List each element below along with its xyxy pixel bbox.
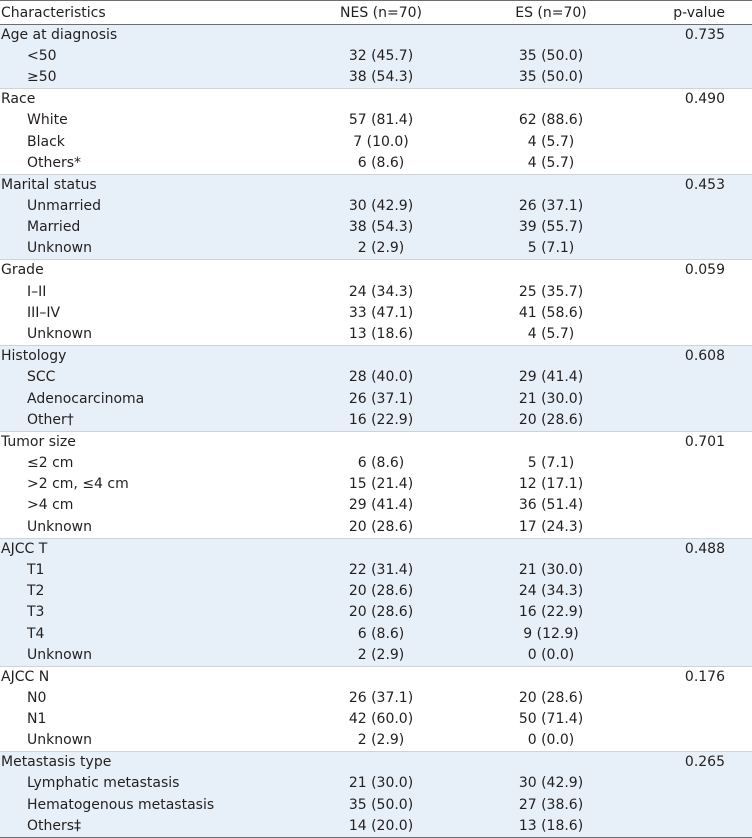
es-value: 20 (28.6) bbox=[466, 410, 636, 432]
nes-value: 2 (2.9) bbox=[357, 732, 405, 749]
nes-value: 42 (60.0) bbox=[348, 711, 414, 728]
table-row bbox=[0, 581, 752, 602]
row-p-value bbox=[636, 495, 752, 516]
es-value: 16 (22.9) bbox=[466, 602, 636, 623]
table-row bbox=[0, 623, 752, 644]
table-row bbox=[0, 132, 752, 153]
table-row bbox=[0, 217, 752, 238]
group-label: Tumor size bbox=[0, 431, 296, 453]
table-row bbox=[0, 110, 752, 131]
row-label: >2 cm, ≤4 cm bbox=[27, 476, 129, 493]
table-row bbox=[0, 795, 752, 816]
row-p-value bbox=[636, 388, 752, 409]
table-row-group bbox=[0, 25, 752, 47]
row-p-value bbox=[636, 709, 752, 730]
nes-value: 24 (34.3) bbox=[348, 283, 414, 300]
row-p-value bbox=[636, 730, 752, 752]
nes-value: 20 (28.6) bbox=[296, 602, 466, 623]
row-label: >4 cm bbox=[27, 497, 74, 514]
row-label: III–IV bbox=[27, 304, 61, 321]
es-value: 36 (51.4) bbox=[518, 497, 584, 514]
row-label: Adenocarcinoma bbox=[0, 388, 296, 409]
nes-value: 29 (41.4) bbox=[348, 497, 414, 514]
es-value: 4 (5.7) bbox=[527, 154, 575, 171]
es-value: 62 (88.6) bbox=[518, 112, 584, 129]
table-row-group bbox=[0, 538, 752, 560]
row-label: ≤2 cm bbox=[27, 454, 74, 471]
group-p-value: 0.265 bbox=[636, 752, 752, 774]
row-p-value bbox=[636, 46, 752, 67]
nes-value: 26 (37.1) bbox=[348, 689, 414, 706]
row-label: T2 bbox=[0, 581, 296, 602]
nes-value: 22 (31.4) bbox=[296, 560, 466, 581]
nes-value: 14 (20.0) bbox=[296, 816, 466, 838]
row-label: Unknown bbox=[27, 732, 92, 749]
row-label: T4 bbox=[0, 623, 296, 644]
es-value: 24 (34.3) bbox=[466, 581, 636, 602]
row-label: N0 bbox=[27, 689, 47, 706]
row-label: Hematogenous metastasis bbox=[0, 795, 296, 816]
nes-value: 13 (18.6) bbox=[348, 326, 414, 343]
group-label: Grade bbox=[0, 260, 296, 282]
es-value: 20 (28.6) bbox=[518, 689, 584, 706]
table-row-group bbox=[0, 431, 752, 453]
group-label: AJCC T bbox=[0, 538, 296, 560]
group-p-value: 0.176 bbox=[636, 666, 752, 688]
es-value: 27 (38.6) bbox=[466, 795, 636, 816]
row-p-value bbox=[636, 560, 752, 581]
row-p-value bbox=[636, 816, 752, 838]
group-nes-cell bbox=[296, 260, 466, 282]
header-row bbox=[0, 1, 752, 25]
es-value: 12 (17.1) bbox=[518, 476, 584, 493]
group-label: AJCC N bbox=[0, 666, 296, 688]
row-p-value bbox=[636, 153, 752, 175]
table-row bbox=[0, 281, 752, 302]
es-value: 4 (5.7) bbox=[527, 326, 575, 343]
table-header bbox=[0, 1, 752, 25]
row-label: Others‡ bbox=[0, 816, 296, 838]
nes-value: 30 (42.9) bbox=[296, 196, 466, 217]
header-nes: NES (n=70) bbox=[296, 1, 466, 25]
group-p-value: 0.059 bbox=[636, 260, 752, 282]
header-characteristics: Characteristics bbox=[0, 1, 296, 25]
es-value: 21 (30.0) bbox=[466, 560, 636, 581]
row-p-value bbox=[636, 132, 752, 153]
table-row-group bbox=[0, 174, 752, 196]
table-row bbox=[0, 709, 752, 730]
table-row-group bbox=[0, 89, 752, 111]
row-p-value bbox=[636, 623, 752, 644]
row-label: <50 bbox=[0, 46, 296, 67]
es-value: 25 (35.7) bbox=[518, 283, 584, 300]
row-label: T3 bbox=[0, 602, 296, 623]
table-row bbox=[0, 474, 752, 495]
row-p-value bbox=[636, 581, 752, 602]
row-p-value bbox=[636, 217, 752, 238]
es-value: 35 (50.0) bbox=[466, 46, 636, 67]
nes-value: 21 (30.0) bbox=[296, 773, 466, 794]
row-label: SCC bbox=[0, 367, 296, 388]
table-row bbox=[0, 388, 752, 409]
group-label: Marital status bbox=[0, 174, 296, 196]
header-es: ES (n=70) bbox=[466, 1, 636, 25]
nes-value: 20 (28.6) bbox=[296, 581, 466, 602]
row-p-value bbox=[636, 517, 752, 539]
row-p-value bbox=[636, 410, 752, 432]
group-label: Metastasis type bbox=[0, 752, 296, 774]
row-p-value bbox=[636, 602, 752, 623]
row-label: White bbox=[27, 112, 68, 129]
table-row bbox=[0, 560, 752, 581]
table-row bbox=[0, 688, 752, 709]
row-p-value bbox=[636, 196, 752, 217]
table-row bbox=[0, 773, 752, 794]
nes-value: 35 (50.0) bbox=[296, 795, 466, 816]
row-label: Unknown bbox=[27, 326, 92, 343]
nes-value: 15 (21.4) bbox=[348, 476, 414, 493]
table-row-group bbox=[0, 752, 752, 774]
es-value: 17 (24.3) bbox=[518, 518, 584, 535]
group-es-cell bbox=[466, 538, 636, 560]
group-label: Histology bbox=[0, 346, 296, 368]
row-p-value bbox=[636, 303, 752, 324]
table-row bbox=[0, 495, 752, 516]
row-p-value bbox=[636, 773, 752, 794]
row-label: N1 bbox=[27, 711, 47, 728]
group-es-cell bbox=[466, 346, 636, 368]
nes-value: 2 (2.9) bbox=[296, 645, 466, 667]
row-label: Unknown bbox=[27, 518, 92, 535]
table-row bbox=[0, 367, 752, 388]
row-p-value bbox=[636, 281, 752, 302]
group-nes-cell bbox=[296, 346, 466, 368]
es-value: 5 (7.1) bbox=[527, 454, 575, 471]
row-p-value bbox=[636, 67, 752, 89]
nes-value: 20 (28.6) bbox=[348, 518, 414, 535]
es-value: 35 (50.0) bbox=[466, 67, 636, 89]
nes-value: 16 (22.9) bbox=[296, 410, 466, 432]
row-p-value bbox=[636, 367, 752, 388]
es-value: 21 (30.0) bbox=[466, 388, 636, 409]
nes-value: 6 (8.6) bbox=[296, 623, 466, 644]
group-p-value: 0.608 bbox=[636, 346, 752, 368]
row-label: I–II bbox=[27, 283, 47, 300]
group-nes-cell bbox=[296, 666, 466, 688]
group-es-cell bbox=[466, 752, 636, 774]
row-label: ≥50 bbox=[0, 67, 296, 89]
group-p-value: 0.701 bbox=[636, 431, 752, 453]
group-p-value: 0.490 bbox=[636, 89, 752, 111]
nes-value: 38 (54.3) bbox=[296, 67, 466, 89]
nes-value: 32 (45.7) bbox=[296, 46, 466, 67]
group-es-cell bbox=[466, 431, 636, 453]
group-nes-cell bbox=[296, 752, 466, 774]
table-row bbox=[0, 410, 752, 432]
group-es-cell bbox=[466, 25, 636, 47]
nes-value: 28 (40.0) bbox=[296, 367, 466, 388]
nes-value: 26 (37.1) bbox=[296, 388, 466, 409]
group-label: Age at diagnosis bbox=[0, 25, 296, 47]
group-nes-cell bbox=[296, 174, 466, 196]
nes-value: 6 (8.6) bbox=[357, 454, 405, 471]
group-nes-cell bbox=[296, 89, 466, 111]
es-value: 41 (58.6) bbox=[518, 304, 584, 321]
table-row bbox=[0, 645, 752, 667]
es-value: 5 (7.1) bbox=[466, 238, 636, 260]
nes-value: 7 (10.0) bbox=[353, 133, 409, 150]
table-row bbox=[0, 238, 752, 260]
nes-value: 2 (2.9) bbox=[296, 238, 466, 260]
es-value: 39 (55.7) bbox=[466, 217, 636, 238]
es-value: 29 (41.4) bbox=[466, 367, 636, 388]
row-label: T1 bbox=[0, 560, 296, 581]
row-label: Unknown bbox=[0, 645, 296, 667]
es-value: 13 (18.6) bbox=[466, 816, 636, 838]
row-label: Others* bbox=[27, 154, 82, 171]
table-row bbox=[0, 602, 752, 623]
table-row bbox=[0, 303, 752, 324]
table-body bbox=[0, 25, 752, 838]
row-label: Lymphatic metastasis bbox=[0, 773, 296, 794]
group-label: Race bbox=[0, 89, 296, 111]
row-p-value bbox=[636, 474, 752, 495]
nes-value: 38 (54.3) bbox=[296, 217, 466, 238]
table-row bbox=[0, 196, 752, 217]
table-row-group bbox=[0, 346, 752, 368]
nes-value: 33 (47.1) bbox=[348, 304, 414, 321]
group-p-value: 0.488 bbox=[636, 538, 752, 560]
es-value: 9 (12.9) bbox=[466, 623, 636, 644]
group-nes-cell bbox=[296, 538, 466, 560]
group-p-value: 0.735 bbox=[636, 25, 752, 47]
row-label: Unmarried bbox=[0, 196, 296, 217]
table-row bbox=[0, 67, 752, 89]
table-row-group bbox=[0, 666, 752, 688]
table-row bbox=[0, 517, 752, 539]
row-p-value bbox=[636, 688, 752, 709]
es-value: 26 (37.1) bbox=[466, 196, 636, 217]
es-value: 50 (71.4) bbox=[518, 711, 584, 728]
row-p-value bbox=[636, 110, 752, 131]
group-es-cell bbox=[466, 260, 636, 282]
row-label: Black bbox=[27, 133, 65, 150]
es-value: 4 (5.7) bbox=[527, 133, 575, 150]
row-p-value bbox=[636, 645, 752, 667]
nes-value: 6 (8.6) bbox=[357, 154, 405, 171]
table-row bbox=[0, 453, 752, 474]
table-row bbox=[0, 816, 752, 838]
table-row bbox=[0, 153, 752, 175]
table-row bbox=[0, 730, 752, 752]
row-label: Married bbox=[0, 217, 296, 238]
row-label: Other† bbox=[0, 410, 296, 432]
row-p-value bbox=[636, 324, 752, 346]
es-value: 30 (42.9) bbox=[466, 773, 636, 794]
group-es-cell bbox=[466, 666, 636, 688]
header-p-value: p-value bbox=[636, 1, 752, 25]
table-row bbox=[0, 324, 752, 346]
group-p-value: 0.453 bbox=[636, 174, 752, 196]
nes-value: 57 (81.4) bbox=[348, 112, 414, 129]
table-row bbox=[0, 46, 752, 67]
table-row-group bbox=[0, 260, 752, 282]
group-es-cell bbox=[466, 89, 636, 111]
row-p-value bbox=[636, 795, 752, 816]
group-es-cell bbox=[466, 174, 636, 196]
row-label: Unknown bbox=[0, 238, 296, 260]
es-value: 0 (0.0) bbox=[527, 732, 575, 749]
row-p-value bbox=[636, 453, 752, 474]
group-nes-cell bbox=[296, 25, 466, 47]
group-nes-cell bbox=[296, 431, 466, 453]
es-value: 0 (0.0) bbox=[466, 645, 636, 667]
row-p-value bbox=[636, 238, 752, 260]
